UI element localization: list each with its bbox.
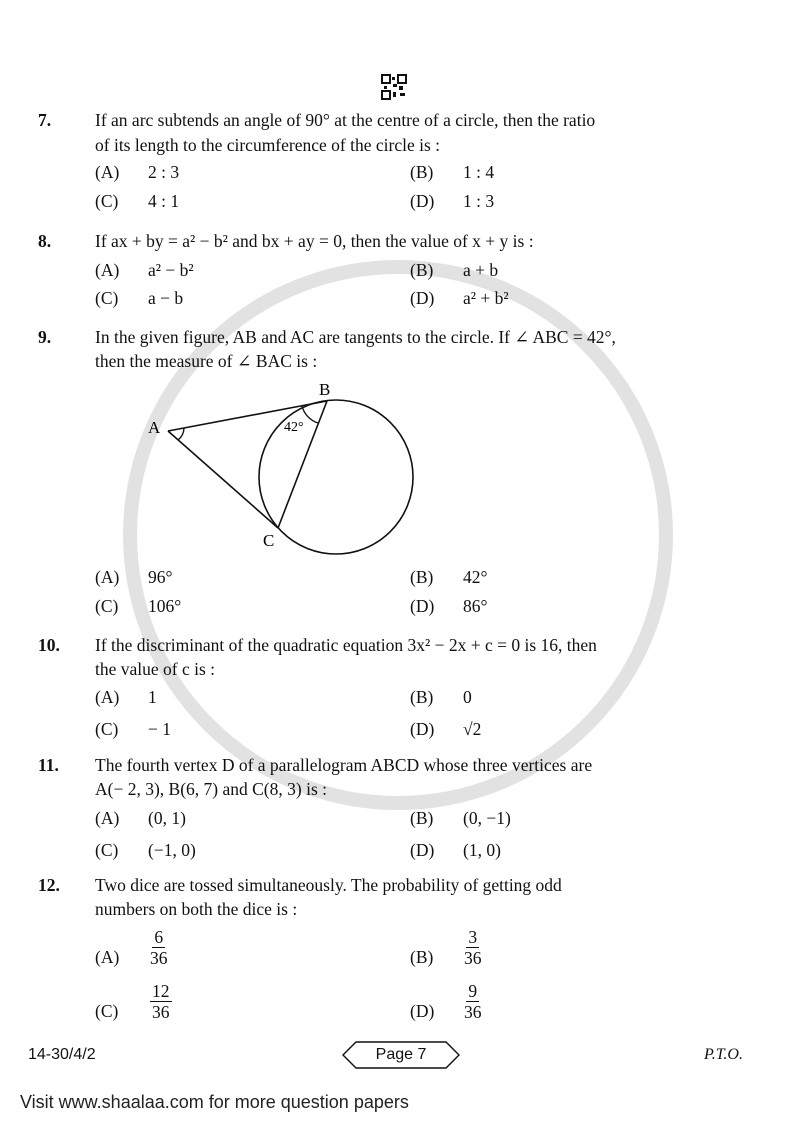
question-text: A(− 2, 3), B(6, 7) and C(8, 3) is : bbox=[95, 779, 327, 799]
paper-code: 14-30/4/2 bbox=[28, 1046, 96, 1063]
fraction-denominator: 36 bbox=[464, 1002, 482, 1023]
option-label: (A) bbox=[95, 260, 120, 280]
fraction-denominator: 36 bbox=[464, 948, 482, 969]
option-label: (A) bbox=[95, 567, 120, 587]
option-value: (1, 0) bbox=[463, 840, 501, 860]
option-label: (C) bbox=[95, 1001, 119, 1021]
label-c: C bbox=[263, 531, 275, 550]
question-text: If ax + by = a² − b² and bx + ay = 0, then the value of x + y is : bbox=[95, 231, 534, 251]
option-value: (0, 1) bbox=[148, 808, 186, 828]
option-label: (D) bbox=[410, 288, 435, 308]
fraction-numerator: 9 bbox=[468, 981, 478, 1001]
fraction-denominator: 36 bbox=[152, 1002, 170, 1023]
circle bbox=[259, 400, 413, 554]
option-label: (D) bbox=[410, 719, 435, 739]
fraction-denominator: 36 bbox=[150, 948, 168, 969]
option-value: 1 : 3 bbox=[463, 191, 495, 211]
tangent-ac bbox=[168, 431, 278, 528]
option-label: (C) bbox=[95, 596, 119, 616]
option-value: 2 : 3 bbox=[148, 162, 180, 182]
question-text: of its length to the circumference of the circle is : bbox=[95, 135, 441, 155]
option-value: √2 bbox=[463, 719, 482, 739]
option-value: (0, −1) bbox=[463, 808, 511, 828]
option-value: a² + b² bbox=[463, 288, 509, 308]
fraction-numerator: 12 bbox=[152, 981, 170, 1001]
option-label: (D) bbox=[410, 191, 435, 211]
fraction-numerator: 6 bbox=[154, 927, 164, 947]
question-number: 11. bbox=[38, 755, 59, 775]
question-number: 12. bbox=[38, 875, 60, 895]
option-label: (B) bbox=[410, 567, 434, 587]
option-label: (B) bbox=[410, 947, 434, 967]
option-label: (A) bbox=[95, 808, 120, 828]
option-value: a² − b² bbox=[148, 260, 194, 280]
option-value: 1 bbox=[148, 687, 157, 707]
question-text: then the measure of ∠ BAC is : bbox=[95, 351, 318, 371]
question-number: 10. bbox=[38, 635, 60, 655]
option-label: (B) bbox=[410, 162, 434, 182]
visit-link[interactable]: Visit www.shaalaa.com for more question papers bbox=[20, 1092, 409, 1112]
option-label: (C) bbox=[95, 840, 119, 860]
option-label: (A) bbox=[95, 947, 120, 967]
option-value: 0 bbox=[463, 687, 472, 707]
question-number: 9. bbox=[38, 327, 52, 347]
question-text: In the given figure, AB and AC are tangents to the circle. If ∠ ABC = 42°, bbox=[95, 327, 616, 347]
question-number: 7. bbox=[38, 110, 52, 130]
option-label: (C) bbox=[95, 288, 119, 308]
option-value: 42° bbox=[463, 567, 488, 587]
option-label: (B) bbox=[410, 808, 434, 828]
question-text: If an arc subtends an angle of 90° at the centre of a circle, then the ratio bbox=[95, 110, 596, 130]
option-value: 86° bbox=[463, 596, 488, 616]
label-b: B bbox=[319, 380, 331, 399]
fraction-numerator: 3 bbox=[468, 927, 478, 947]
question-text: the value of c is : bbox=[95, 659, 216, 679]
label-a: A bbox=[148, 418, 161, 437]
angle-b-arc bbox=[302, 406, 318, 423]
question-text: The fourth vertex D of a parallelogram ABCD whose three vertices are bbox=[95, 755, 593, 775]
option-value: 106° bbox=[148, 596, 182, 616]
option-label: (C) bbox=[95, 719, 119, 739]
option-label: (A) bbox=[95, 162, 120, 182]
option-value: a − b bbox=[148, 288, 184, 308]
option-label: (D) bbox=[410, 1001, 435, 1021]
option-label: (A) bbox=[95, 687, 120, 707]
question-text: If the discriminant of the quadratic equation 3x² − 2x + c = 0 is 16, then bbox=[95, 635, 597, 655]
pto-text: P.T.O. bbox=[704, 1046, 743, 1063]
option-label: (B) bbox=[410, 687, 434, 707]
option-value: 1 : 4 bbox=[463, 162, 495, 182]
option-label: (B) bbox=[410, 260, 434, 280]
option-label: (D) bbox=[410, 596, 435, 616]
option-label: (D) bbox=[410, 840, 435, 860]
page-number: Page 7 bbox=[375, 1046, 427, 1063]
angle-a-arc bbox=[178, 428, 184, 440]
option-value: 4 : 1 bbox=[148, 191, 180, 211]
option-value: 96° bbox=[148, 567, 173, 587]
question-number: 8. bbox=[38, 231, 52, 251]
option-label: (C) bbox=[95, 191, 119, 211]
question-text: Two dice are tossed simultaneously. The probability of getting odd bbox=[95, 875, 562, 895]
question-text: numbers on both the dice is : bbox=[95, 899, 298, 919]
option-value: − 1 bbox=[148, 719, 171, 739]
option-value: (−1, 0) bbox=[148, 840, 196, 860]
angle-label: 42° bbox=[284, 420, 304, 435]
option-value: a + b bbox=[463, 260, 499, 280]
